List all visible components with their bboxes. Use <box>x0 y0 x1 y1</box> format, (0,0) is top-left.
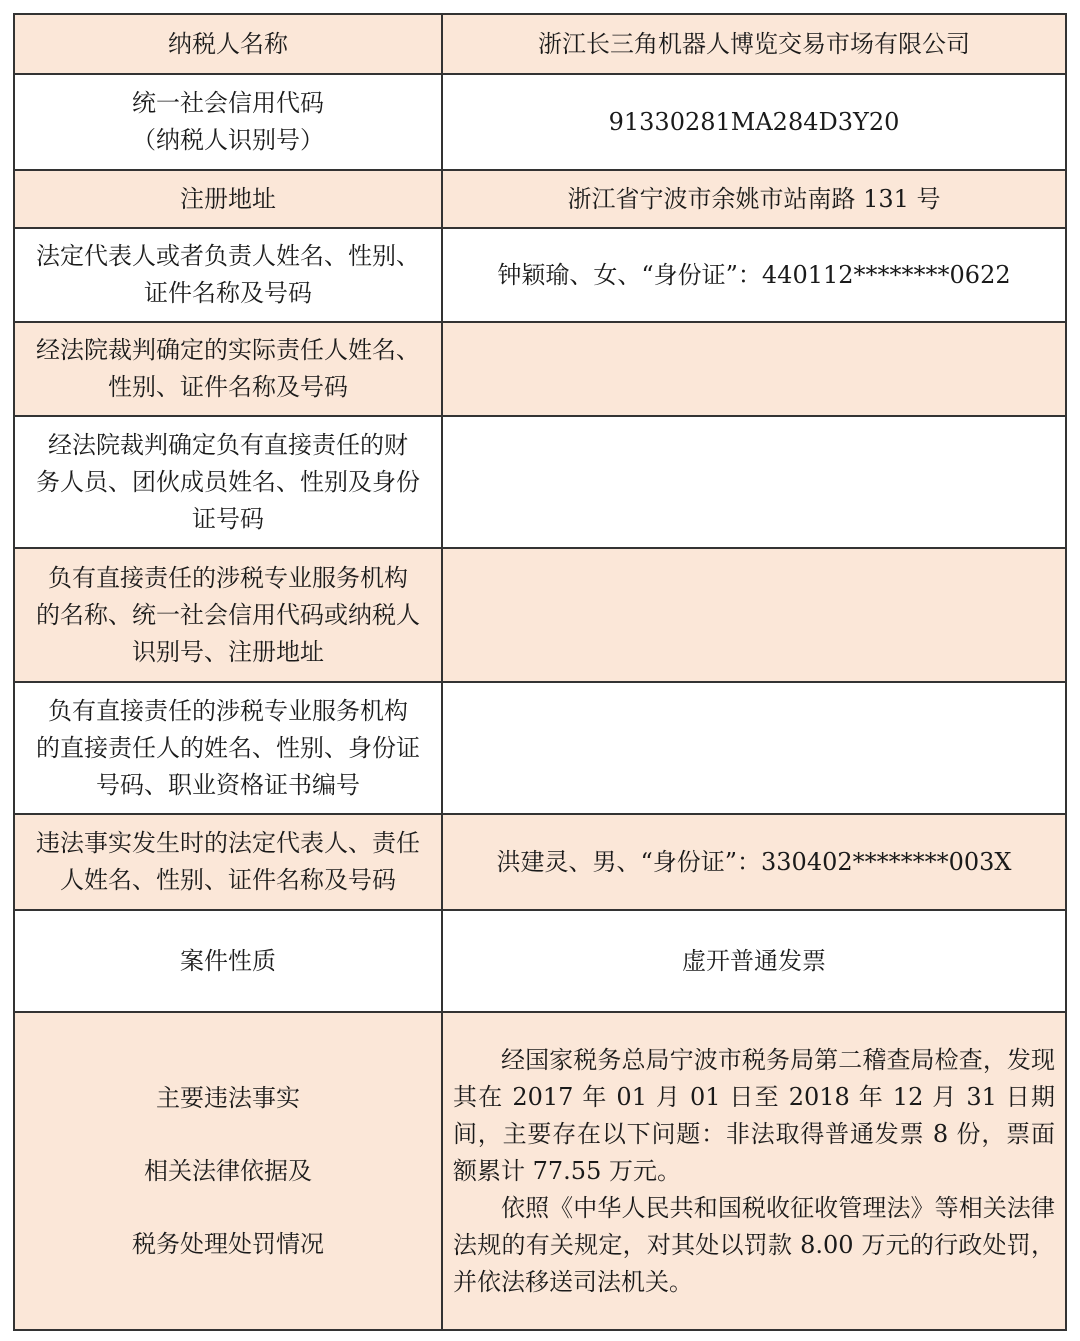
row-violation-time-representative <box>14 814 1066 910</box>
row-value <box>442 416 1066 548</box>
label-line: 证号码 <box>192 504 264 533</box>
label-line: 注册地址 <box>180 184 276 213</box>
label-line: 的名称、统一社会信用代码或纳税人 <box>36 600 420 629</box>
label-line: 性别、证件名称及号码 <box>108 373 348 401</box>
row-label <box>14 74 442 170</box>
row-label <box>14 322 442 416</box>
row-label <box>14 1012 442 1330</box>
label-line: 经法院裁判确定的实际责任人姓名、 <box>36 336 420 364</box>
row-label <box>14 910 442 1012</box>
row-taxpayer-name <box>14 14 1066 74</box>
facts-paragraph: 经国家税务总局宁波市税务局第二稽查局检查，发现其在 2017 年 01 月 01 日至 2018 年 12 月 31 日期间，主要存在以下问题：非法取得普通发票 8 份，票面额累计 77.55 万元。 <box>453 1045 1055 1185</box>
row-value <box>442 682 1066 814</box>
label-line: 相关法律依据及 <box>144 1156 312 1185</box>
label-line: 证件名称及号码 <box>144 279 312 307</box>
label-line: 纳税人名称 <box>168 29 288 58</box>
row-value <box>442 322 1066 416</box>
row-actual-responsible-person <box>14 322 1066 416</box>
row-label <box>14 814 442 910</box>
row-value: 洪建灵、男、“身份证”：330402********003X <box>442 814 1066 910</box>
label-line: 违法事实发生时的法定代表人、责任 <box>36 829 420 857</box>
label-line: （纳税人识别号） <box>132 126 324 154</box>
row-service-agency <box>14 548 1066 682</box>
row-label <box>14 416 442 548</box>
row-registered-address <box>14 170 1066 228</box>
label-line: 负有直接责任的涉税专业服务机构 <box>48 563 408 592</box>
label-line: 经法院裁判确定负有直接责任的财 <box>48 430 408 459</box>
row-value <box>442 548 1066 682</box>
label-line: 务人员、团伙成员姓名、性别及身份 <box>36 467 420 496</box>
row-label <box>14 682 442 814</box>
label-line: 识别号、注册地址 <box>132 637 324 666</box>
row-label <box>14 14 442 74</box>
row-value: 浙江长三角机器人博览交易市场有限公司 <box>442 14 1066 74</box>
row-label <box>14 170 442 228</box>
label-line: 税务处理处罚情况 <box>132 1229 324 1258</box>
row-value: 浙江省宁波市余姚市站南路 131 号 <box>442 170 1066 228</box>
label-line: 号码、职业资格证书编号 <box>96 770 360 799</box>
row-main-facts <box>14 1012 1066 1330</box>
facts-text <box>442 1012 1066 1330</box>
label-line: 统一社会信用代码 <box>132 89 324 117</box>
row-value: 91330281MA284D3Y20 <box>442 74 1066 170</box>
label-line: 负有直接责任的涉税专业服务机构 <box>48 696 408 725</box>
row-legal-representative <box>14 228 1066 322</box>
taxpayer-info-table <box>13 13 1067 1331</box>
row-value: 虚开普通发票 <box>442 910 1066 1012</box>
label-line: 案件性质 <box>180 946 276 975</box>
label-line: 人姓名、性别、证件名称及号码 <box>60 866 396 894</box>
penalty-paragraph: 依照《中华人民共和国税收征收管理法》等相关法律法规的有关规定，对其处以罚款 8.00 万元的行政处罚，并依法移送司法机关。 <box>453 1193 1055 1296</box>
row-value: 钟颖瑜、女、“身份证”：440112********0622 <box>442 228 1066 322</box>
row-label <box>14 228 442 322</box>
row-case-nature <box>14 910 1066 1012</box>
row-label <box>14 548 442 682</box>
label-line: 的直接责任人的姓名、性别、身份证 <box>36 733 420 762</box>
label-line: 法定代表人或者负责人姓名、性别、 <box>36 242 420 270</box>
row-finance-personnel <box>14 416 1066 548</box>
label-line: 主要违法事实 <box>156 1083 300 1112</box>
row-credit-code <box>14 74 1066 170</box>
row-agency-responsible-person <box>14 682 1066 814</box>
